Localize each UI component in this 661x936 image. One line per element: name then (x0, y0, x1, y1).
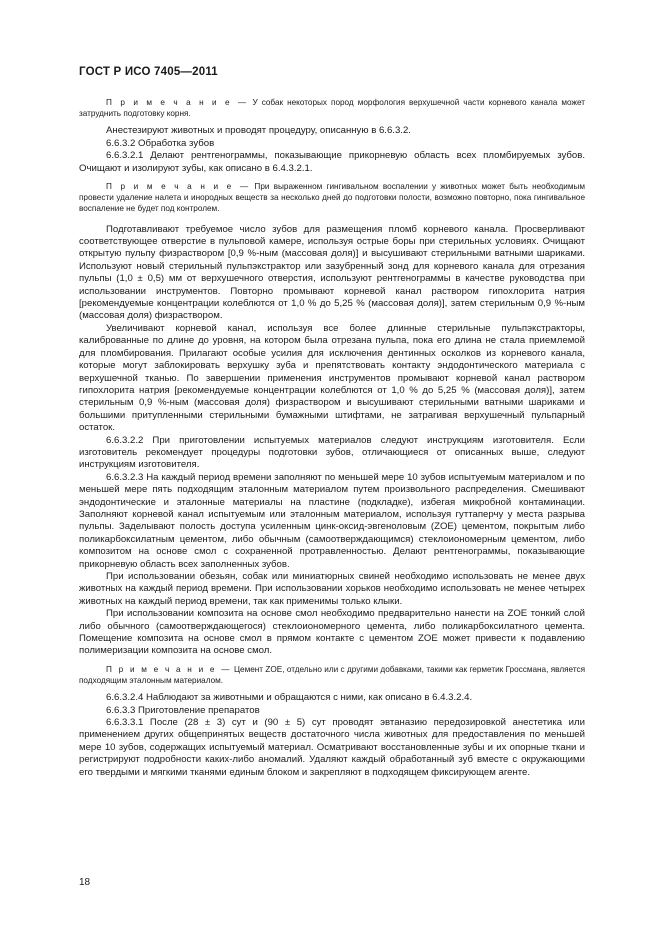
paragraph: 6.6.3.3.1 После (28 ± 3) сут и (90 ± 5) сут проводят эвтаназию передозировкой анестетика или применением других общепринятых веществ достаточного числа животных для предоставления по меньшей мере 10 зубов, содержащих испытуемый материал. Осматривают восстановленные зубы и их опорные ткани и регистрируют подробности каких-либо аномалий. Удаляют каждый обработанный зуб вместе с окружающими его твердыми и мягкими тканями единым блоком и закрепляют в подходящем фиксирующем агенте. (79, 717, 585, 778)
paragraph: 6.6.3.2.3 На каждый период времени заполняют по меньшей мере 10 зубов испытуемым материалом и по меньшей мере пять подходящим эталонным материалом путем произвольного распределения. Смешивают эндодонтические и эталонные материалы на пластине (подкладке), избегая микробной контаминации. Заполняют корневой канал испытуемым или эталонным материалом, используя гуттаперчу у места разрыва пульпы. Заделывают полость доступа усиленным цинк-оксид-эвгеноловым (ZOE) цементом, покрытым либо поликарбоксилатным цементом, либо обычным (самоотверждающимся) стеклоиономерным цементом, либо композитом на основе смол с сохраненной протравленностью. Делают рентгенограммы, показывающие прикорневую область всех заполненных зубов. (79, 471, 585, 570)
paragraph: Подготавливают требуемое число зубов для размещения пломб корневого канала. Просверливают соответствующее отверстие в пульповой камере, используя острые боры при стерильных условиях. Очищают открытую пульпу физраствором [0,9 %-ным (массовая доля)] и высушивают стерильными ватными шариками. Используют новый стерильный пульпэкстрактор или зазубренный зонд для корневого канала для отрезания пульпы (1,0 ± 0,5) мм от верхушечного отверстия, используют рентгенограммы в качестве руководства при использовании инструментов. Повторно промывают корневой канал раствором гипохлорита натрия [рекомендуемые концентрации колеблются от 1,0 % до 5,25 % (массовая доля)], затем стерильным 0,9 %-ным (массовая доля) физраствором. (79, 223, 585, 322)
note-paragraph (79, 181, 585, 215)
document-header: ГОСТ Р ИСО 7405—2011 (79, 66, 218, 78)
note-paragraph (79, 664, 585, 686)
paragraph: Анестезируют животных и проводят процедуру, описанную в 6.6.3.2. (106, 125, 411, 137)
note-text: У собак некоторых пород морфология верхушечной части корневого канала может затруднить подготовку корня. (79, 98, 585, 119)
note-text: При выраженном гингивальном воспалении у животных может быть необходимым провести удаление налета и инородных веществ за несколько дней до подготовки полости, возможно повторно, пока гингивальное воспаление не будет под контролем. (79, 182, 585, 214)
paragraph: 6.6.3.2.1 Делают рентгенограммы, показывающие прикорневую область всех пломбируемых зубов. Очищают и изолируют зубы, как описано в 6.4.3.2.1. (79, 150, 585, 174)
document-body (79, 97, 585, 779)
note-paragraph (79, 97, 585, 119)
paragraph: 6.6.3.2.4 Наблюдают за животными и обращаются с ними, как описано в 6.4.3.2.4. (106, 692, 473, 704)
paragraph: Увеличивают корневой канал, используя все более длинные стерильные пульпэкстракторы, калиброванные по длине до уровня, на котором была отрезана пульпа, пока его длина не стала приемлемой для пломбирования. Прилагают особые усилия для исключения дентинных осколков из корневого канала, которые могут заблокировать верхушку зуба и препятствовать контакту эндодонтического материала с верхушечной тканью. По завершении применения инструментов промывают корневой канал раствором гипохлорита натрия [рекомендуемые концентрации колеблются от 1,0 % до 5,25 % (массовая доля)], затем стерильным 0,9 %-ным (массовая доля) физраствором и высушивают стерильными ватными шариками и большими притупленными стерильными бумажными штифтами, не затрагивая верхушечный пульпарный остаток. (79, 322, 585, 434)
paragraph: 6.6.3.2.2 При приготовлении испытуемых материалов следуют инструкциям изготовителя. Если изготовитель рекомендует процедуры подготовки зубов, отличающиеся от описанных выше, следуют инструкциям изготовителя. (79, 434, 585, 471)
section-heading: 6.6.3.3 Приготовление препаратов (106, 704, 260, 716)
section-heading: 6.6.3.2 Обработка зубов (106, 137, 215, 149)
note-text: Цемент ZOE, отдельно или с другими добавками, такими как герметик Гроссмана, является подходящим эталонным материалом. (79, 664, 586, 686)
note-label: П р и м е ч а н и е — (106, 664, 232, 674)
note-label: П р и м е ч а н и е — (106, 98, 249, 107)
page-number: 18 (79, 877, 91, 888)
paragraph: При использовании обезьян, собак или миниатюрных свиней необходимо использовать не менее двух животных на каждый период времени. При использовании хорьков необходимо использовать не менее четырех животных на каждый период времени, так как применимы только клыки. (79, 571, 585, 607)
note-label: П р и м е ч а н и е — (106, 182, 251, 192)
paragraph: При использовании композита на основе смол необходимо предварительно нанести на ZOE тонкий слой либо обычного (самоотверждающегося) стеклоиономерного цемента, либо поликарбоксилатного цемента. Помещение композита на основе смол в прямом контакте с цементом ZOE может привести к подавлению полимеризации композита на основе смол. (79, 608, 585, 657)
